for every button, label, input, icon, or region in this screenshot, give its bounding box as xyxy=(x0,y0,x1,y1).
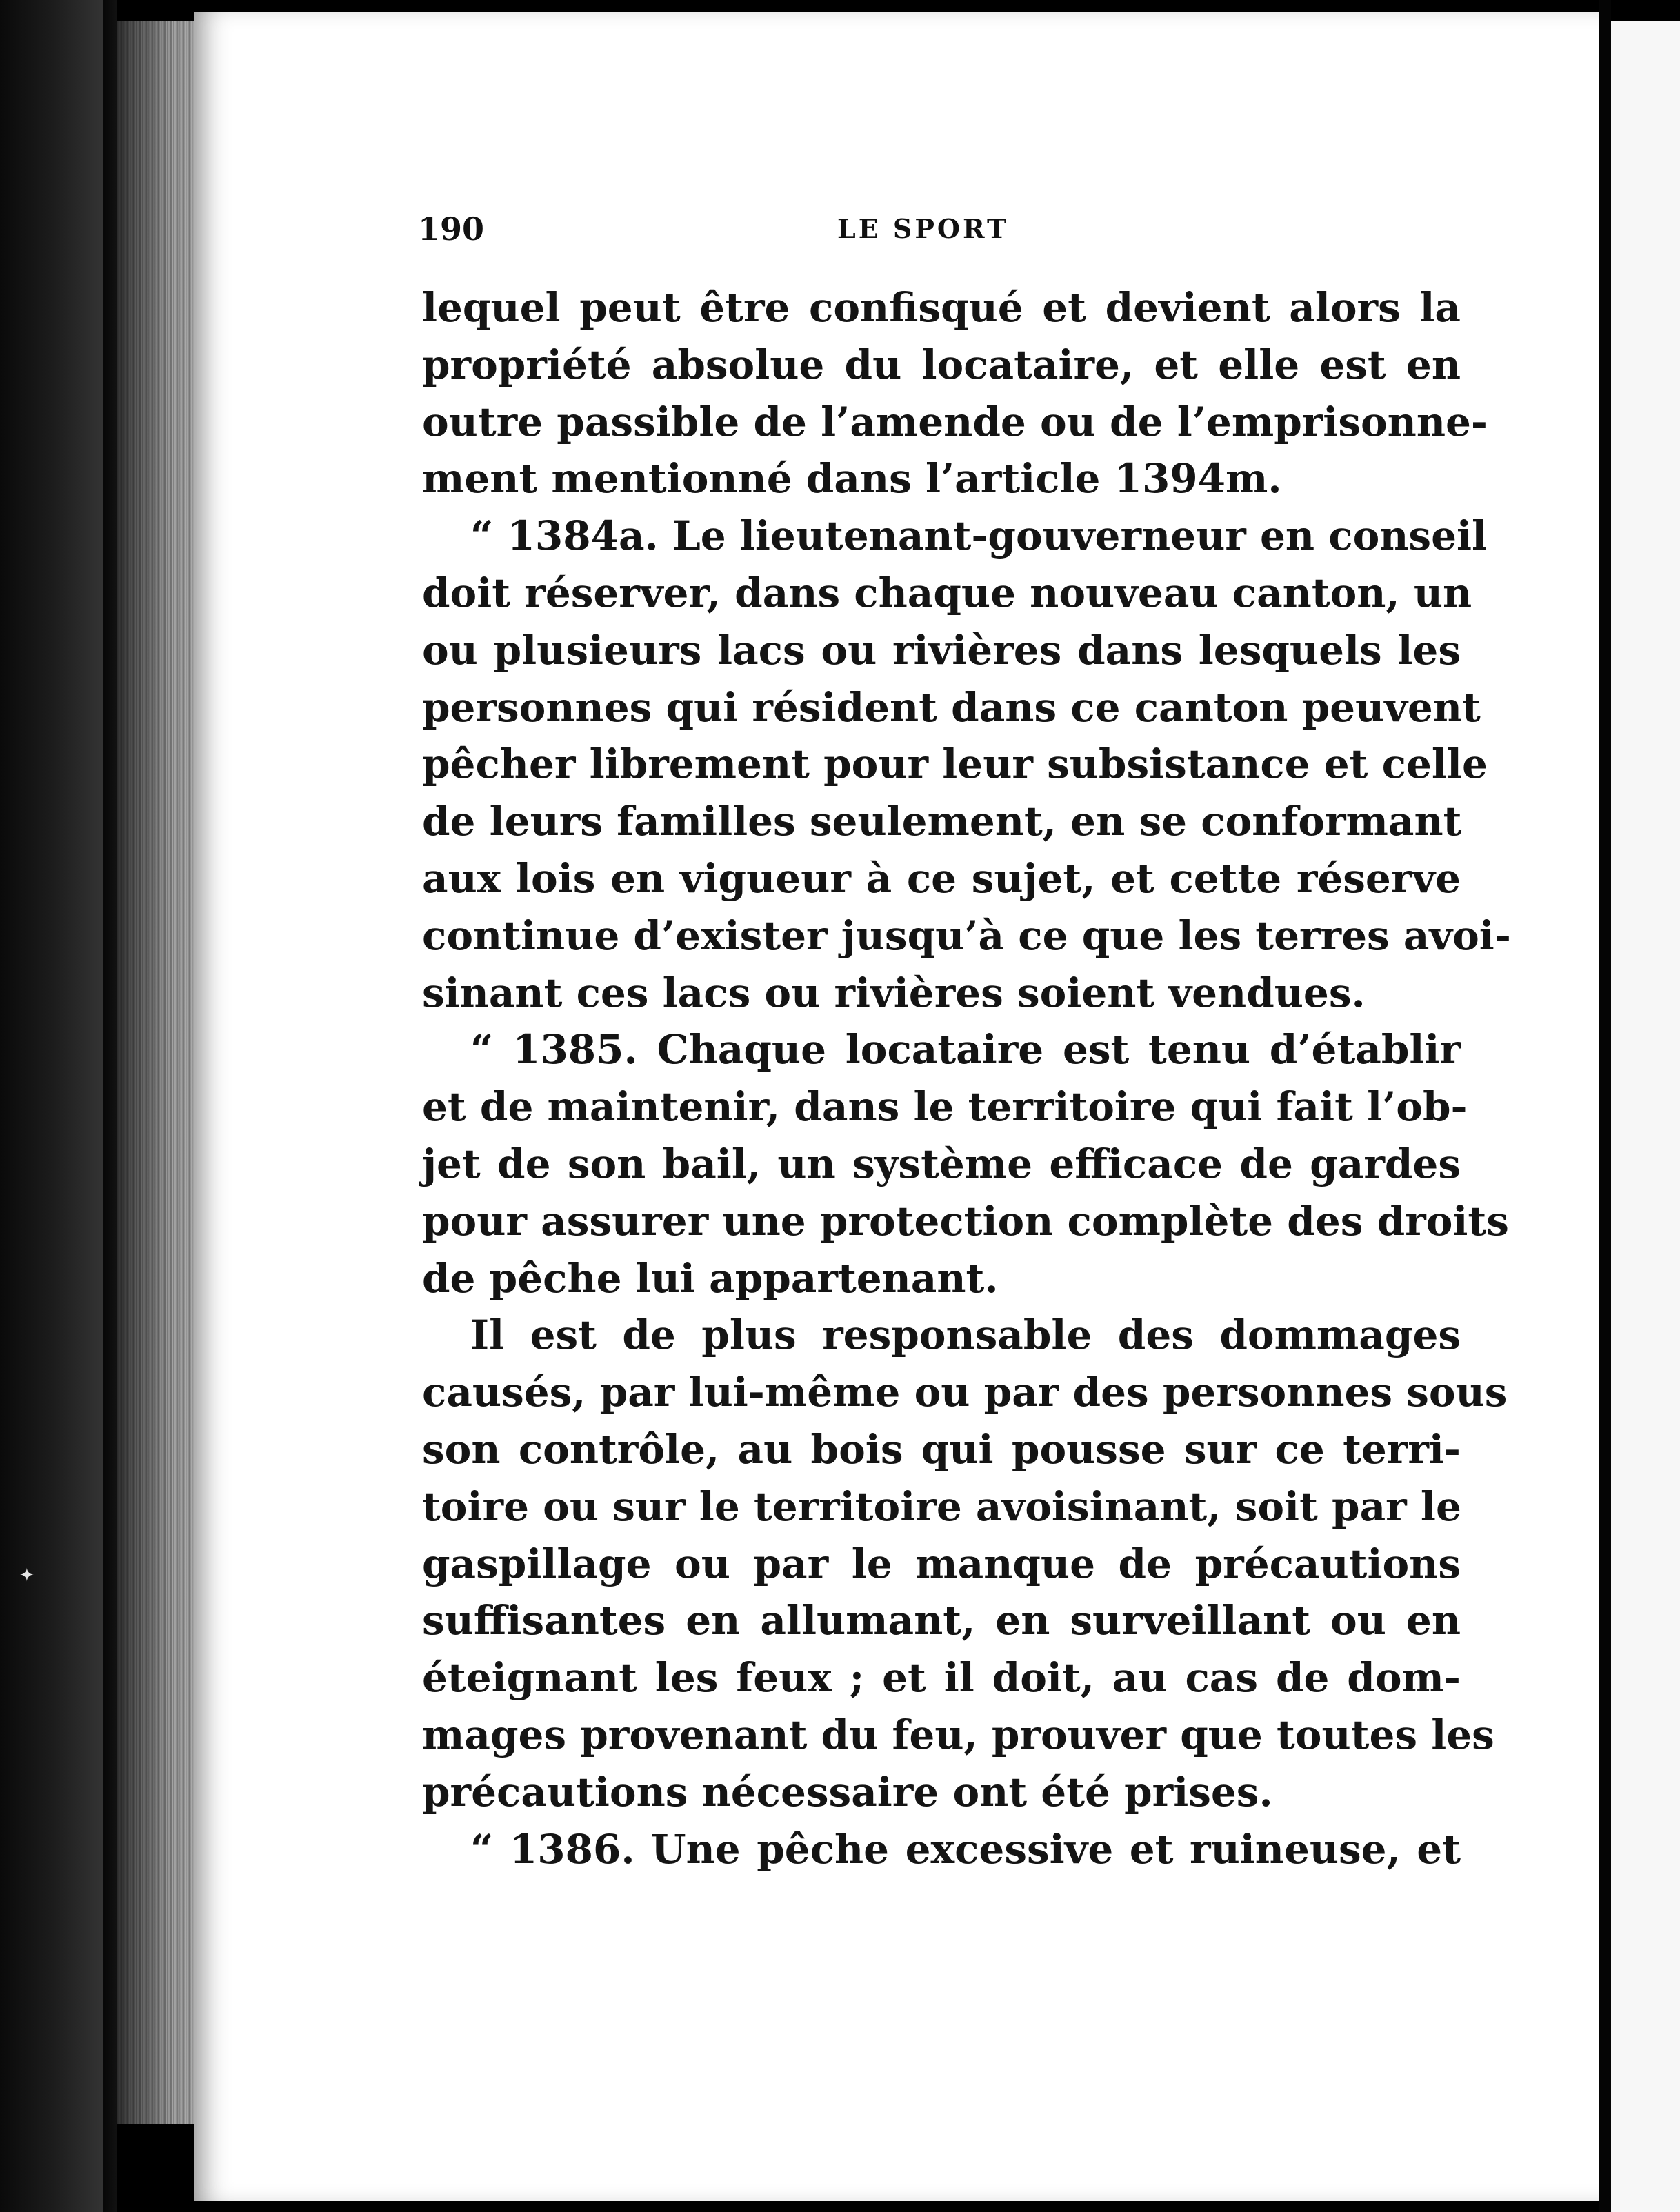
body-text xyxy=(422,279,1511,1878)
text-line: lequel peut être confisqué et devient alors la xyxy=(422,284,1461,331)
text-line: causés, par lui-même ou par des personnes sous xyxy=(422,1369,1508,1416)
text-line: son contrôle, au bois qui pousse sur ce terri- xyxy=(422,1425,1461,1473)
text-line: pêcher librement pour leur subsistance et celle xyxy=(422,741,1488,788)
text-line: toire ou sur le territoire avoisinant, soit par le xyxy=(422,1482,1461,1530)
text-line: ment mentionné dans l’article 1394m. xyxy=(422,455,1282,503)
next-page-edge xyxy=(1611,21,1680,2212)
text-line: pour assurer une protection complète des droits xyxy=(422,1197,1509,1245)
scan-smudge-icon: ✦ xyxy=(19,1565,34,1586)
text-line: de pêche lui appartenant. xyxy=(422,1254,999,1302)
text-line: continue d’exister jusqu’à ce que les terres avoi- xyxy=(422,912,1511,959)
running-title: LE SPORT xyxy=(837,213,1010,244)
page-number: 190 xyxy=(418,210,485,248)
binding-shadow xyxy=(103,0,207,2212)
text-line: “ 1384a. Le lieutenant-gouverneur en conseil xyxy=(470,512,1488,560)
text-line: Il est de plus responsable des dommages xyxy=(470,1311,1461,1359)
book-binding-edge xyxy=(0,0,117,2212)
text-line: “ 1386. Une pêche excessive et ruineuse, et xyxy=(470,1825,1461,1873)
running-head xyxy=(418,210,1452,252)
text-line: et de maintenir, dans le territoire qui fait l’ob- xyxy=(422,1083,1468,1131)
page-fold xyxy=(1599,0,1611,2212)
text-line: gaspillage ou par le manque de précautions xyxy=(422,1540,1461,1587)
text-line: sinant ces lacs ou rivières soient vendues. xyxy=(422,969,1366,1016)
text-line: de leurs familles seulement, en se conformant xyxy=(422,798,1462,845)
text-line: ou plusieurs lacs ou rivières dans lesquels les xyxy=(422,626,1461,674)
text-line: mages provenant du feu, prouver que toutes les xyxy=(422,1711,1494,1758)
text-line: aux lois en vigueur à ce sujet, et cette réserve xyxy=(422,854,1461,902)
text-line: suffisantes en allumant, en surveillant ou en xyxy=(422,1597,1461,1645)
text-line: propriété absolue du locataire, et elle est en xyxy=(422,341,1461,388)
text-line: jet de son bail, un système efficace de gardes xyxy=(422,1140,1461,1187)
text-line: “ 1385. Chaque locataire est tenu d’établir xyxy=(470,1026,1461,1074)
text-line: doit réserver, dans chaque nouveau canton, un xyxy=(422,569,1472,616)
text-line: précautions nécessaire ont été prises. xyxy=(422,1768,1273,1816)
text-line: outre passible de l’amende ou de l’emprisonne- xyxy=(422,398,1488,445)
text-line: éteignant les feux ; et il doit, au cas de dom- xyxy=(422,1654,1461,1702)
text-line: personnes qui résident dans ce canton peuvent xyxy=(422,683,1481,731)
